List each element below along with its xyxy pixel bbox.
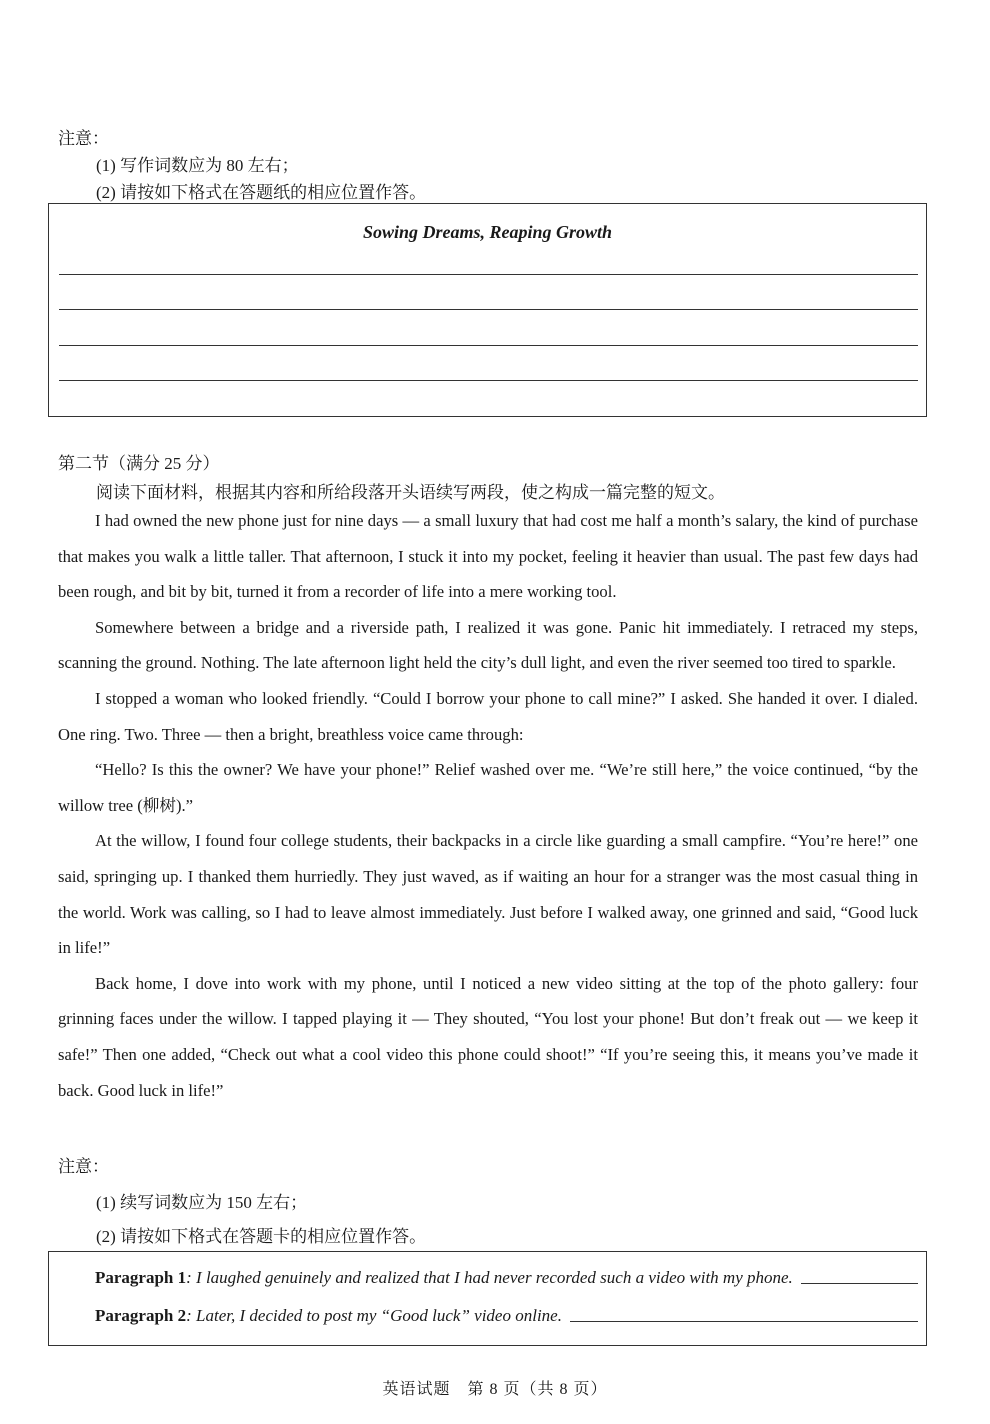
story-paragraph: At the willow, I found four college students, their backpacks in a circle like guarding a small campfire. “You’re here!” one said, springing up. I thanked them hurriedly. They just waved, as if waiting an hour for a stranger was the most casual thing in the world. Work was calling, so I had to leave almost immediately. Just before I walked away, one grinned and said, “Good luck in life!” — [58, 831, 918, 958]
writing-note-format: (2) 请按如下格式在答题纸的相应位置作答。 — [96, 183, 427, 202]
paragraph-2-label: Paragraph 2 — [95, 1306, 187, 1325]
writing-line — [59, 380, 918, 381]
continuation-note-word-count: (1) 续写词数应为 150 左右； — [96, 1193, 308, 1212]
section-title: 第二节（满分 25 分） — [58, 454, 220, 473]
continuation-note-format: (2) 请按如下格式在答题卡的相应位置作答。 — [96, 1227, 427, 1246]
paragraph-1-text: : I laughed genuinely and realized that I had never recorded such a video with my phone. — [186, 1268, 793, 1287]
paragraph-2-prompt — [95, 1306, 918, 1326]
writing-box-title: Sowing Dreams, Reaping Growth — [362, 222, 613, 242]
continuation-answer-box — [48, 1251, 927, 1346]
continuation-notes-heading: 注意： — [58, 1157, 109, 1176]
story-paragraph: Somewhere between a bridge and a riverside path, I realized it was gone. Panic hit immediately. I retraced my steps, scanning the ground. Nothing. The late afternoon light held the city’s dull light, and even the river seemed too tired to sparkle. — [58, 617, 918, 673]
story-paragraph: Back home, I dove into work with my phone, until I noticed a new video sitting at the top of the photo gallery: four grinning faces under the willow. I tapped playing it — They shouted, “You lost your phone! But don’t freak out — we keep it safe!” Then one added, “Check out what a cool video this phone could shoot!” “If you’re seeing this, it means you’ve made it back. Good luck in life!” — [58, 973, 918, 1100]
paragraph-1-blank — [801, 1283, 918, 1284]
writing-note-word-count: (1) 写作词数应为 80 左右； — [96, 156, 299, 175]
writing-line — [59, 309, 918, 310]
story-paragraph: “Hello? Is this the owner? We have your phone!” Relief washed over me. “We’re still here,” the voice continued, “by the willow tree (柳树).” — [58, 760, 918, 815]
writing-line — [59, 345, 918, 346]
story-paragraph: I had owned the new phone just for nine days — a small luxury that had cost me half a month’s salary, the kind of purchase that makes you walk a little taller. That afternoon, I stuck it into my pocket, feeling it heavier than usual. The past few days had been rough, and bit by bit, turned it from a recorder of life into a mere working tool. — [58, 511, 918, 602]
paragraph-1-label: Paragraph 1 — [95, 1268, 187, 1287]
story-paragraph: I stopped a woman who looked friendly. “Could I borrow your phone to call mine?” I asked. She handed it over. I dialed. One ring. Two. Three — then a bright, breathless voice came through: — [58, 688, 918, 744]
paragraph-2-blank — [570, 1321, 918, 1322]
story-passage — [58, 503, 918, 1108]
writing-answer-box — [48, 203, 927, 417]
paragraph-1-prompt — [95, 1268, 918, 1288]
writing-notes-heading: 注意： — [58, 129, 109, 148]
writing-line — [59, 274, 918, 275]
page-footer: 英语试题 第 8 页（共 8 页） — [382, 1381, 608, 1398]
paragraph-2-text: : Later, I decided to post my “Good luck” video online. — [186, 1306, 562, 1325]
section-instruction: 阅读下面材料，根据其内容和所给段落开头语续写两段，使之构成一篇完整的短文。 — [96, 483, 725, 502]
